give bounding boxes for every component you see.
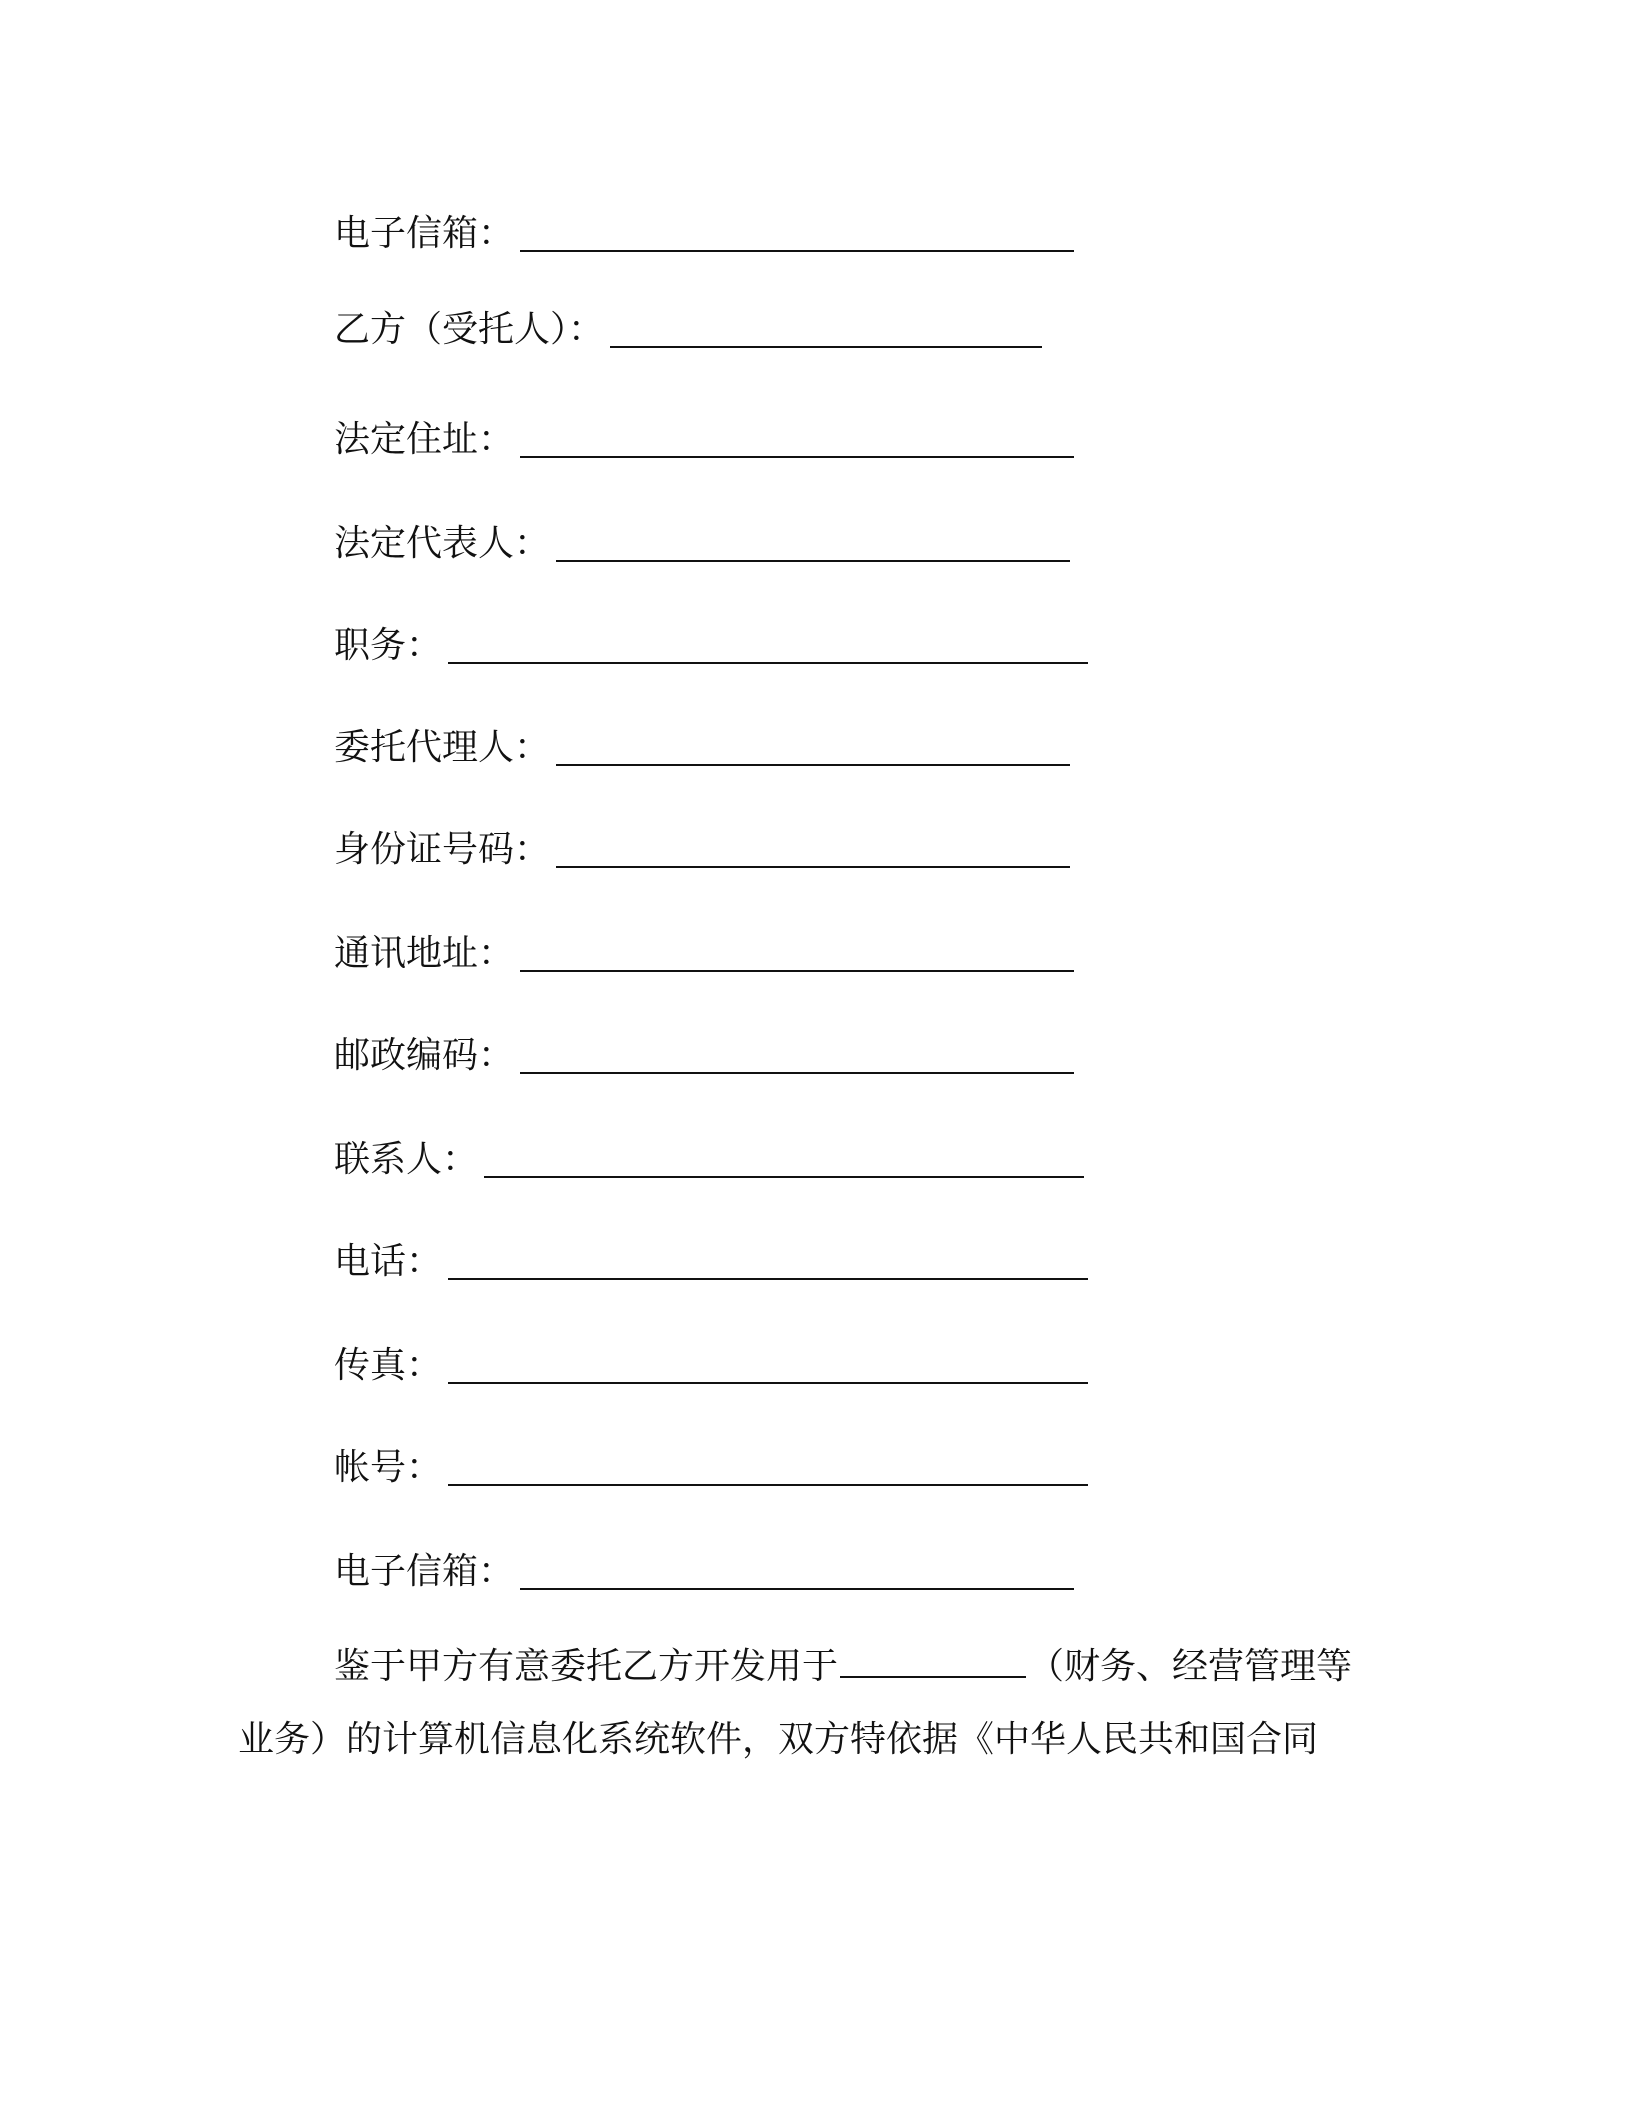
- agent-blank: [556, 726, 1070, 766]
- email-field-1: [334, 196, 1074, 256]
- paragraph-line-1-start: 鉴于甲方有意委托乙方开发用于: [334, 1646, 839, 1687]
- position-label: 职务：: [334, 625, 443, 666]
- legal-representative-blank: [556, 522, 1070, 562]
- legal-representative-label: 法定代表人：: [334, 523, 551, 564]
- paragraph-line-1-end: （财务、经营管理等: [1028, 1646, 1353, 1687]
- account-blank: [448, 1446, 1088, 1486]
- postal-code-field: [334, 1018, 1074, 1078]
- contact-person-blank: [484, 1138, 1084, 1178]
- position-field: [334, 608, 1088, 668]
- party-b-label: 乙方（受托人）：: [334, 309, 605, 350]
- purpose-blank: [840, 1640, 1026, 1678]
- phone-field: [334, 1224, 1088, 1284]
- fax-field: [334, 1328, 1088, 1388]
- legal-address-field: [334, 402, 1074, 462]
- email-blank: [520, 212, 1074, 252]
- postal-code-label: 邮政编码：: [334, 1035, 515, 1076]
- legal-address-blank: [520, 418, 1074, 458]
- postal-code-blank: [520, 1034, 1074, 1074]
- contact-person-field: [334, 1122, 1084, 1182]
- mailing-address-label: 通讯地址：: [334, 933, 515, 974]
- party-b-field: [334, 292, 1042, 352]
- email-label: 电子信箱：: [334, 1551, 515, 1592]
- id-number-label: 身份证号码：: [334, 829, 551, 870]
- legal-representative-field: [334, 506, 1070, 566]
- email-label: 电子信箱：: [334, 213, 515, 254]
- party-b-blank: [610, 308, 1042, 348]
- paragraph-line-2: [238, 1718, 1318, 1762]
- position-blank: [448, 624, 1088, 664]
- paragraph-line-1: [334, 1640, 1352, 1689]
- email-field-2: [334, 1534, 1074, 1594]
- legal-address-label: 法定住址：: [334, 419, 515, 460]
- account-field: [334, 1430, 1088, 1490]
- id-number-field: [334, 812, 1070, 872]
- phone-blank: [448, 1240, 1088, 1280]
- mailing-address-blank: [520, 932, 1074, 972]
- contact-person-label: 联系人：: [334, 1139, 479, 1180]
- mailing-address-field: [334, 916, 1074, 976]
- agent-field: [334, 710, 1070, 770]
- email-blank: [520, 1550, 1074, 1590]
- agent-label: 委托代理人：: [334, 727, 551, 768]
- phone-label: 电话：: [334, 1241, 443, 1282]
- paragraph-line-2-text: 业务）的计算机信息化系统软件，双方特依据《中华人民共和国合同: [238, 1719, 1319, 1760]
- fax-blank: [448, 1344, 1088, 1384]
- account-label: 帐号：: [334, 1447, 443, 1488]
- id-number-blank: [556, 828, 1070, 868]
- fax-label: 传真：: [334, 1345, 443, 1386]
